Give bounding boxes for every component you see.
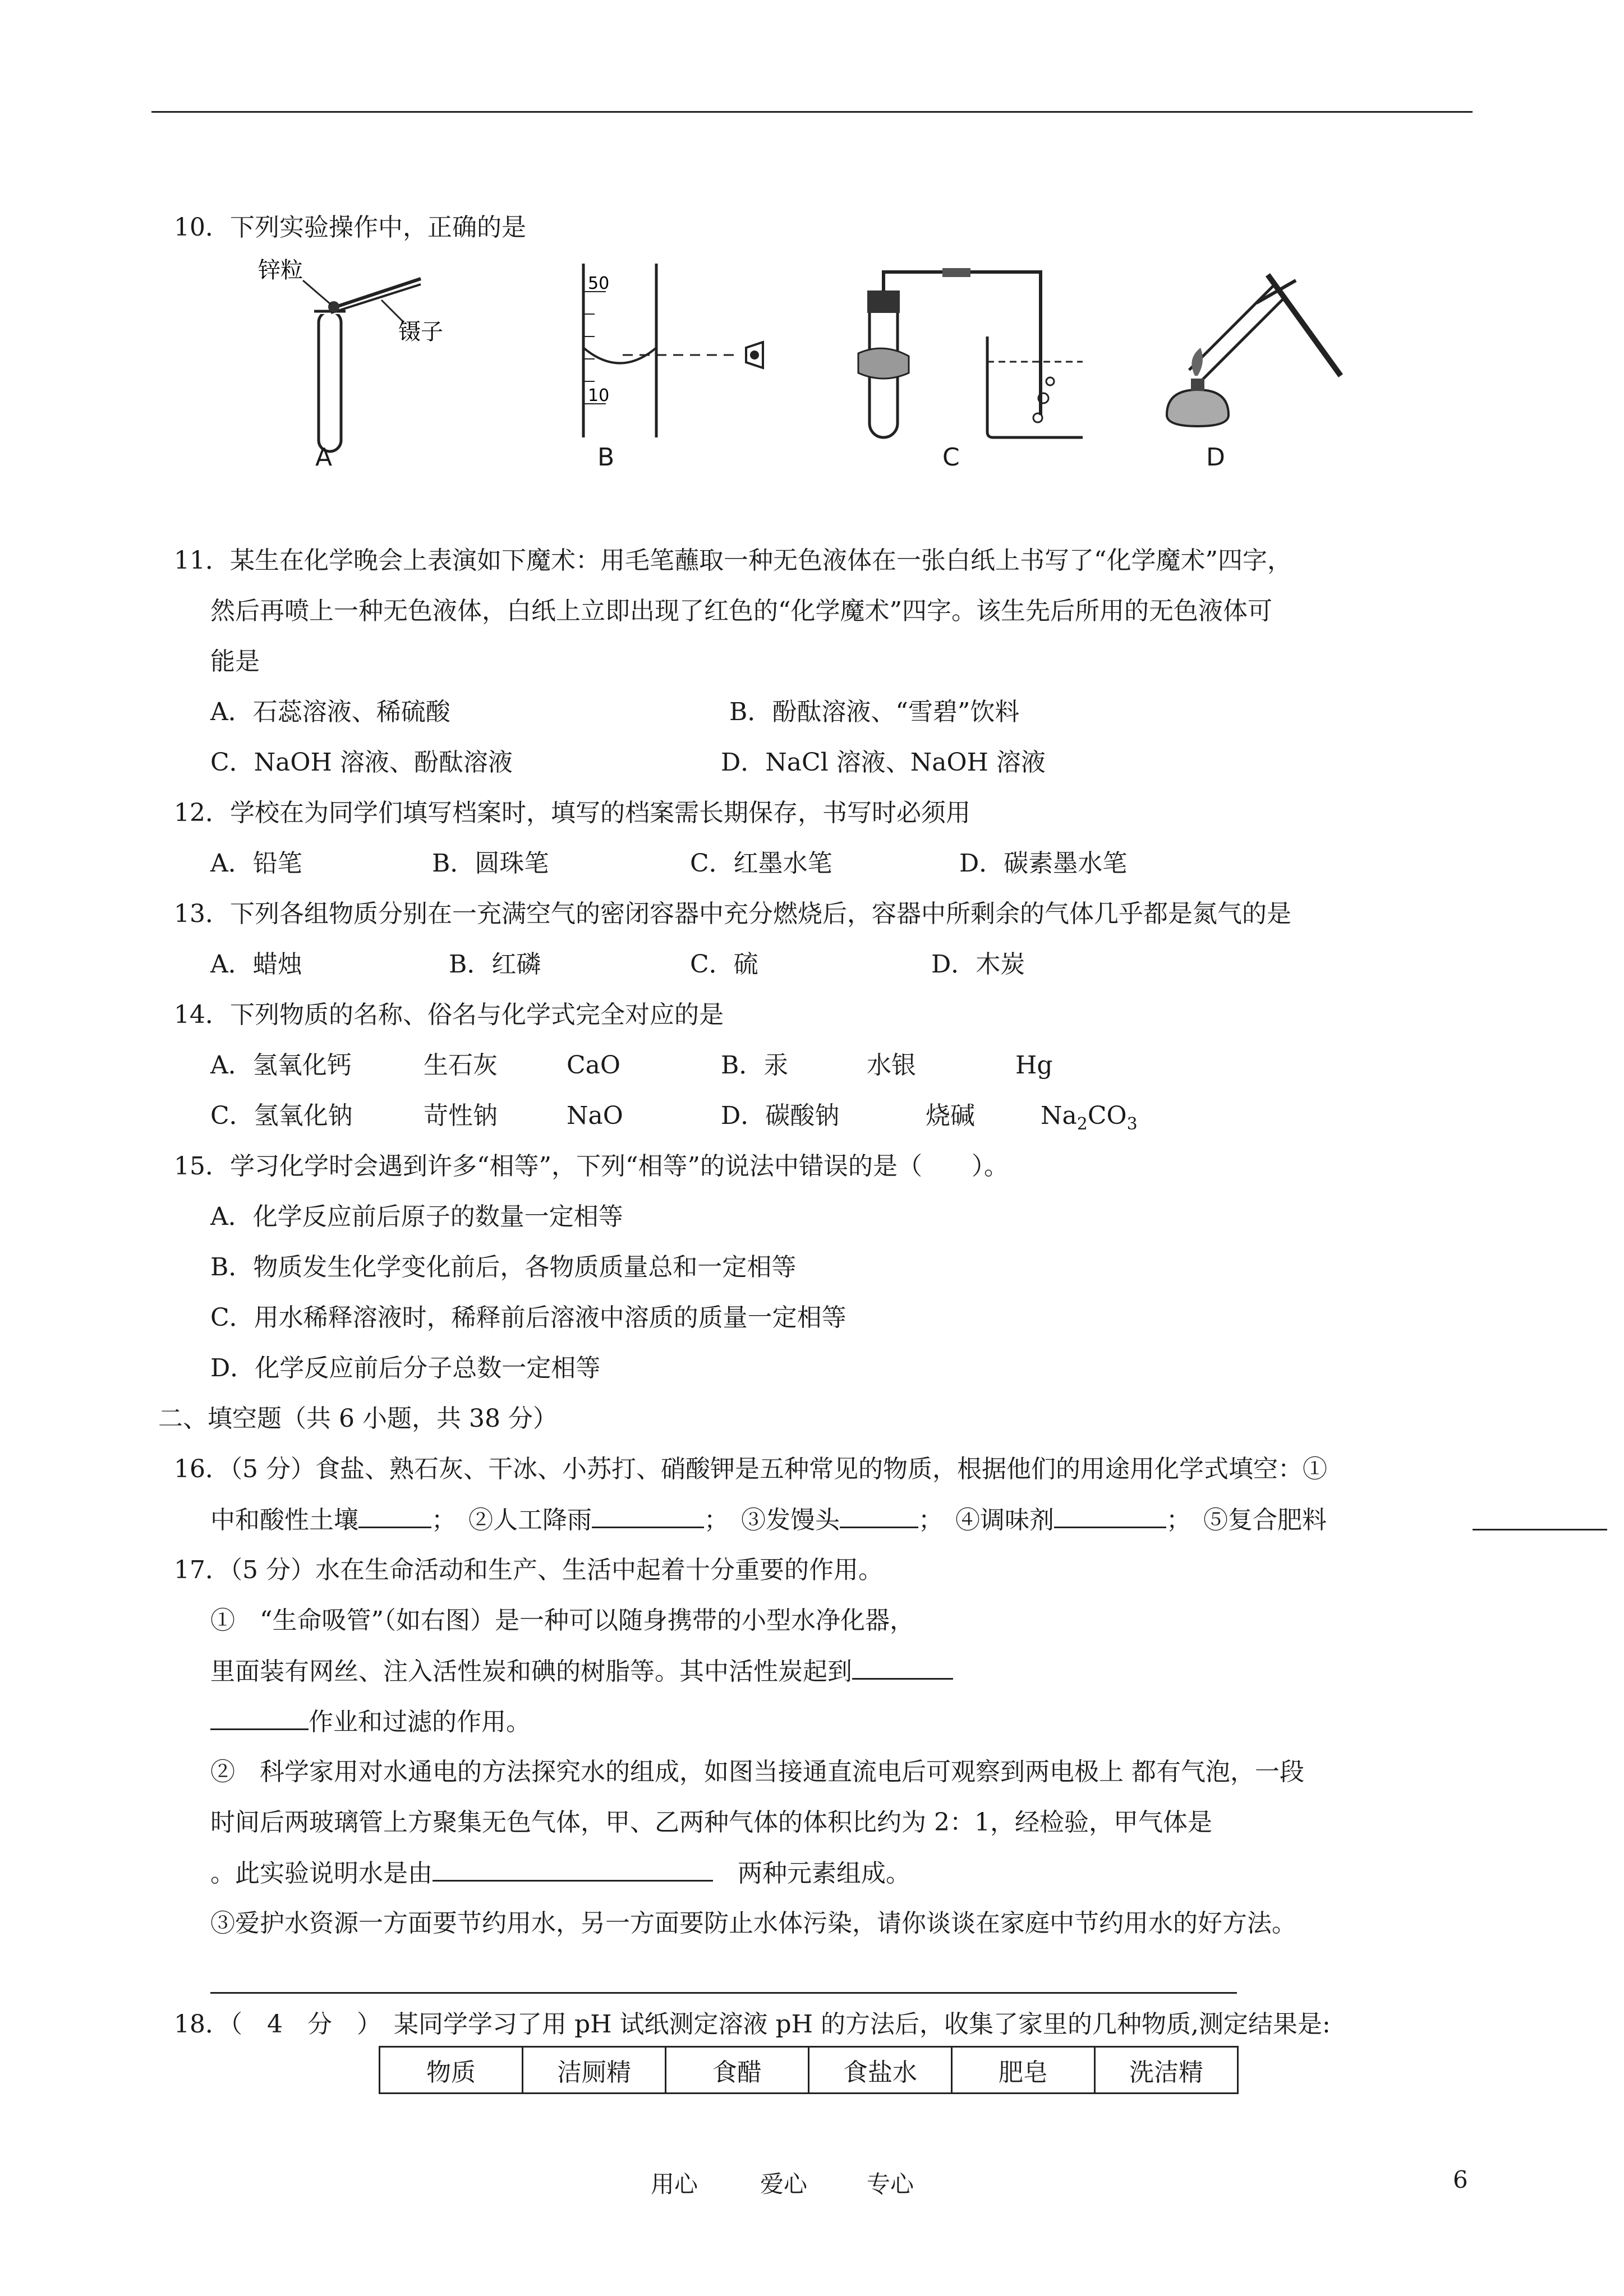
figure-d-heating-tube	[1156, 264, 1369, 443]
q11-line1: 11．某生在化学晚会上表演如下魔术：用毛笔蘸取一种无色液体在一张白纸上书写了“化学魔术”四字，	[174, 546, 1292, 575]
q11-line3: 能是	[210, 647, 260, 676]
q17-line7: 。此实验说明水是由 两种元素组成。	[210, 1857, 910, 1889]
q16-blank-1[interactable]	[358, 1504, 431, 1528]
q14-stem: 14．下列物质的名称、俗名与化学式完全对应的是	[174, 1001, 724, 1029]
q17-blank-1[interactable]	[852, 1656, 953, 1680]
q18-stem: 18．（ 4 分 ） 某同学学习了用 pH 试纸测定溶液 pH 的方法后，收集了家里的几种物质,测定结果是:	[174, 2010, 1331, 2039]
header-rule	[151, 111, 1473, 113]
footer-slogan-1: 用心	[651, 2170, 698, 2198]
q17-blank-2[interactable]	[433, 1857, 713, 1882]
figure-a-test-tube	[247, 255, 482, 468]
q17-line5: ② 科学家用对水通电的方法探究水的组成，如图当接通直流电后可观察到两电极上 都有气泡，一段	[210, 1758, 1304, 1786]
q13-option-c: C．硫	[690, 950, 758, 979]
q14-b-formula: Hg	[1015, 1051, 1053, 1080]
q12-option-c: C．红墨水笔	[690, 849, 832, 878]
q12-stem: 12．学校在为同学们填写档案时，填写的档案需长期保存，书写时必须用	[174, 799, 970, 827]
q17-line4: 作业和过滤的作用。	[210, 1706, 531, 1738]
q15-option-b: B．物质发生化学变化前后，各物质质量总和一定相等	[210, 1253, 797, 1281]
q16-prompt-3: ； ③发馒头	[704, 1506, 840, 1534]
q16-prompt-2: ； ②人工降雨	[431, 1506, 592, 1534]
q14-d-common: 烧碱	[926, 1101, 975, 1130]
q17-line6: 时间后两玻璃管上方聚集无色气体，甲、乙两种气体的体积比约为 2：1，经检验，甲气体是	[210, 1808, 1212, 1837]
q17-blank-1-cont[interactable]	[210, 1706, 309, 1730]
q11-line2: 然后再喷上一种无色液体，白纸上立即出现了红色的“化学魔术”四字。该生先后所用的无色液体可	[210, 597, 1272, 625]
q17-line8: ③爱护水资源一方面要节约用水，另一方面要防止水体污染，请你谈谈在家庭中节约用水的好方法。	[210, 1909, 1296, 1938]
q11-option-c: C．NaOH 溶液、酚酞溶液	[210, 748, 513, 777]
figure-b-tick-50: 50	[588, 274, 610, 293]
q12-option-b: B．圆珠笔	[432, 849, 549, 878]
footer-slogan-3: 专心	[867, 2170, 914, 2198]
q16-prompt-5: ； ⑤复合肥料	[1166, 1506, 1327, 1534]
q17-line1: 17．（5 分）水在生命活动和生产、生活中起着十分重要的作用。	[174, 1556, 883, 1584]
q14-a-formula: CaO	[567, 1051, 620, 1080]
q14-c-name: C．氢氧化钠	[210, 1101, 353, 1130]
q13-stem: 13．下列各组物质分别在一充满空气的密闭容器中充分燃烧后，容器中所剩余的气体几乎都是氮气的是	[174, 900, 1291, 928]
table-header-cell: 洁厕精	[523, 2047, 666, 2094]
figure-b-label: B	[597, 443, 615, 472]
q16-line1: 16．（5 分）食盐、熟石灰、干冰、小苏打、硝酸钾是五种常见的物质，根据他们的用途用化学式填空：①	[174, 1455, 1327, 1483]
q11-option-d: D．NaCl 溶液、NaOH 溶液	[721, 748, 1046, 777]
q14-d-name: D．碳酸钠	[721, 1101, 840, 1130]
q13-option-d: D．木炭	[931, 950, 1025, 979]
figure-a-note-zinc: 锌粒	[258, 257, 303, 283]
q14-d-formula: $Na_2CO_3$	[1041, 1101, 1138, 1134]
figure-b-graduated-cylinder	[561, 258, 819, 443]
q16-blank-4[interactable]	[1054, 1504, 1166, 1528]
table-header-cell: 肥皂	[952, 2047, 1095, 2094]
table-header-cell: 食醋	[666, 2047, 809, 2094]
table-row	[380, 2047, 1238, 2094]
footer-slogan-2: 爱心	[760, 2170, 808, 2198]
q18-table	[379, 2046, 1239, 2094]
q16-prompt-1: 中和酸性土壤	[210, 1506, 358, 1534]
q16-prompt-4: ； ④调味剂	[918, 1506, 1054, 1534]
q12-option-d: D．碳素墨水笔	[959, 849, 1128, 878]
figure-c-label: C	[942, 443, 960, 472]
table-header-cell: 洗洁精	[1095, 2047, 1238, 2094]
figure-c-airtightness-check	[847, 264, 1083, 443]
q16-blank-3[interactable]	[840, 1504, 918, 1528]
q17-answer-line[interactable]	[210, 1992, 1237, 1994]
q14-a-name: A．氢氧化钙	[210, 1051, 352, 1080]
q15-stem: 15．学习化学时会遇到许多“相等”，下列“相等”的说法中错误的是（ ）。	[174, 1152, 1009, 1181]
q13-option-b: B．红磷	[449, 950, 541, 979]
q15-option-a: A．化学反应前后原子的数量一定相等	[210, 1202, 623, 1231]
q14-c-common: 苛性钠	[424, 1101, 498, 1130]
q14-b-name: B．汞	[721, 1051, 789, 1080]
table-header-cell: 物质	[380, 2047, 523, 2094]
figure-b-tick-10: 10	[588, 386, 610, 405]
q16-blank-2[interactable]	[592, 1504, 704, 1528]
q10-stem: 10．下列实验操作中，正确的是	[174, 213, 526, 242]
q15-option-c: C．用水稀释溶液时，稀释前后溶液中溶质的质量一定相等	[210, 1303, 846, 1332]
table-header-cell: 食盐水	[809, 2047, 952, 2094]
q16-blank-5[interactable]	[1473, 1506, 1607, 1530]
q12-option-a: A．铅笔	[210, 849, 302, 878]
section-2-heading: 二、填空题（共 6 小题，共 38 分）	[158, 1404, 558, 1433]
page-number: 6	[1453, 2166, 1468, 2193]
figure-a-note-tweezers: 镊子	[398, 319, 443, 345]
q17-line3: 里面装有网丝、注入活性炭和碘的树脂等。其中活性炭起到	[210, 1656, 953, 1688]
figure-d-label: D	[1206, 443, 1225, 472]
q16-line2	[210, 1504, 1327, 1536]
q14-a-common: 生石灰	[424, 1051, 498, 1080]
q13-option-a: A．蜡烛	[210, 950, 302, 979]
figure-a-label: A	[315, 443, 333, 472]
q11-option-a: A．石蕊溶液、稀硫酸	[210, 698, 450, 726]
q14-b-common: 水银	[867, 1051, 916, 1080]
q14-c-formula: NaO	[567, 1101, 623, 1130]
q17-line2: ① “生命吸管”（如右图）是一种可以随身携带的小型水净化器，	[210, 1606, 914, 1635]
q11-option-b: B．酚酞溶液、“雪碧”饮料	[729, 698, 1020, 726]
q15-option-d: D．化学反应前后分子总数一定相等	[210, 1354, 601, 1382]
